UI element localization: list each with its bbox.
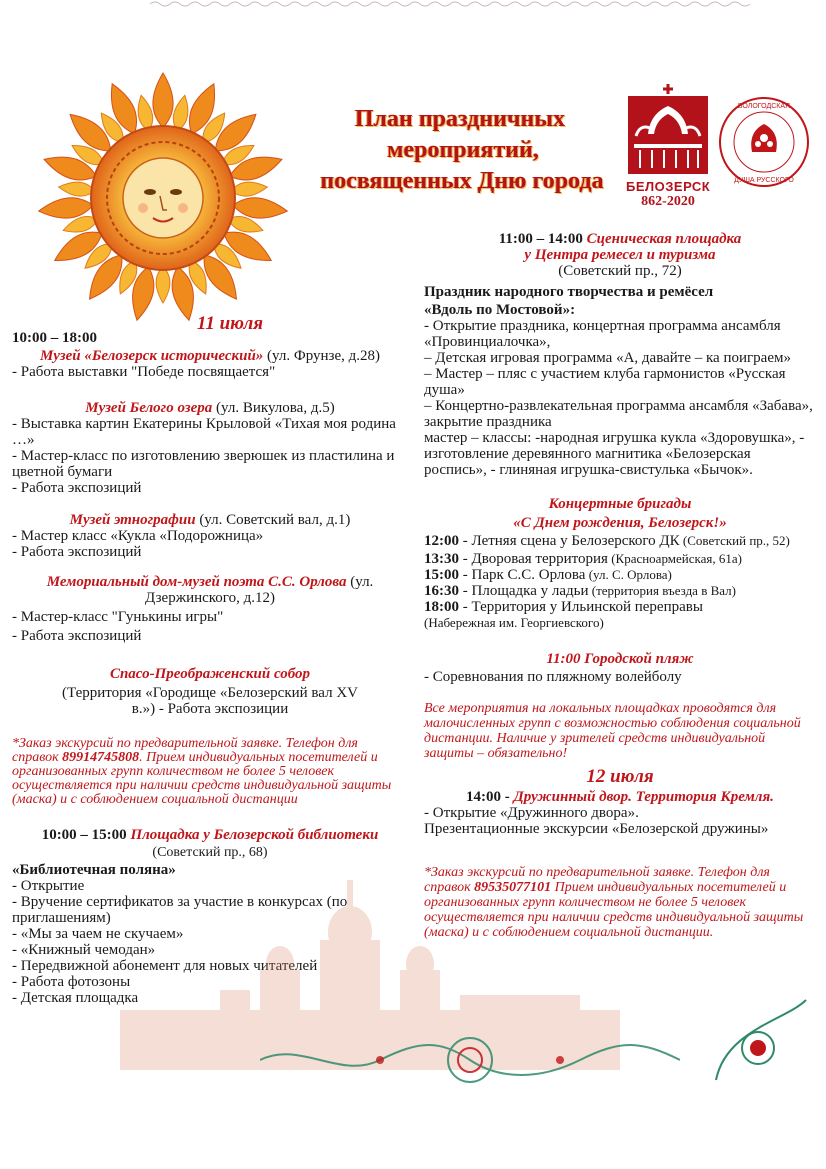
day2-note-phone: 89535077101 [474,880,552,895]
brigade-place: - Парк С.С. Орлова [459,567,586,583]
stage-time: 11:00 – 14:00 [498,231,587,247]
svg-text:ДУША РУССКОГО: ДУША РУССКОГО [734,177,794,184]
city-logo-name: БЕЛОЗЕРСК [626,179,711,194]
library-item: - Работа фотозоны [12,974,131,990]
all-events-note: Все мероприятия на локальных площадках проводятся для малочисленных групп с возможностью соблюдения социальной дистанции. Наличие у зрителей средств индивидуальной защиты – обязательно! [424,701,801,761]
brigade-place: - Площадка у ладьи [459,583,589,599]
city-logo-emblem [626,84,710,174]
library-item: - Вручение сертификатов за участие в конкурсах (по приглашениям) [12,894,348,926]
museum4-item: - Мастер-класс "Гунькины игры" [12,609,224,625]
fest-item: - Открытие праздника, концертная программа ансамбля «Провинциалочка», [424,318,781,350]
kremlin-name: Дружинный двор. Территория Кремля. [513,789,774,805]
kremlin-header [424,789,816,805]
brigade-time: 12:00 [424,533,459,549]
museum4-address: (ул. Дзержинского, д.12) [145,574,374,606]
bottom-ornament [260,1030,680,1090]
fest-title: Праздник народного творчества и ремёсел [424,284,714,300]
stage-address: (Советский пр., 72) [558,263,682,279]
museum2-item: - Мастер-класс по изготовлению зверюшек из пластилина и цветной бумаги [12,448,395,480]
brigade-time: 16:30 [424,583,459,599]
museum4-name: Мемориальный дом-музей поэта С.С. Орлова [46,574,347,590]
brigade-place: - Дворовая территория [459,551,608,567]
brigade-time: 15:00 [424,567,459,583]
brigade-row [424,533,816,549]
brigade-time: 13:30 [424,551,459,567]
day2-note-rest: Прием индивидуальных посетителей и организованных групп количеством не более 5 человек осуществляется при наличии средств индивидуальной защиты (маска) и с соблюдением социальной дистанции. [424,880,804,940]
brigade-place: - Летняя сцена у Белозерского ДК [459,533,680,549]
library-header [12,827,408,843]
stage-name: Сценическая площадка [586,231,742,247]
brigade-address: (ул. С. Орлова) [585,567,672,582]
library-item: - Открытие [12,878,85,894]
library-item: - Детская площадка [12,990,139,1006]
museum1-item: - Работа выставки "Победе посвящается" [12,364,276,380]
brigade-row [424,551,816,567]
day1-date: 11 июля [196,313,264,334]
brigade-time: 18:00 [424,599,459,615]
museum2-item: - Работа экспозиций [12,480,142,496]
museum4-item: - Работа экспозиций [12,628,142,644]
fest-item: – Мастер – пляс с участием клуба гармонистов «Русская душа» [424,366,786,398]
museum3-item: - Мастер класс «Кукла «Подорожница» [12,528,264,544]
library-event: «Библиотечная поляна» [12,862,176,878]
kremlin-item: Презентационные экскурсии «Белозерской дружины» [424,821,769,837]
museum1-header [12,348,408,364]
right-column [424,231,816,940]
day2-date: 12 июля [586,766,654,787]
day1-note [12,737,408,807]
top-border-ornament [0,0,826,10]
brigades-title: Концертные бригады [548,496,692,512]
library-item: - Передвижной абонемент для новых читателей [12,958,318,974]
brigade-address: (территория въезда в Вал) [588,583,736,598]
library-name: Площадка у Белозерской библиотеки [130,827,379,843]
brigade-address: (Красноармейская, 61а) [607,551,742,566]
museum3-item: - Работа экспозиций [12,544,142,560]
title-line: посвященных Дню города [320,168,604,194]
museum3-name: Музей этнографии [69,512,196,528]
fest-item: – Детская игровая программа «А, давайте – ка поиграем» [424,350,791,366]
stage-name-line2: у Центра ремесел и туризма [524,247,716,263]
page-title [300,104,620,197]
brigades-subtitle: «С Днем рождения, Белозерск!» [513,515,727,531]
cathedral-name: Спасо-Преображенский собор [109,666,311,682]
museum3-header [12,512,408,528]
brigade-address: (Набережная им. Георгиевского) [424,615,604,630]
museum1-address: (ул. Фрунзе, д.28) [263,348,381,364]
day1-time: 10:00 – 18:00 [12,330,97,346]
day2-note-text: *Заказ экскурсий по предварительной заявке. Телефон для справок [424,865,770,895]
brigade-row [424,567,816,583]
brigade-place: - Территория у Ильинской переправы [459,599,703,615]
library-address: (Советский пр., 68) [152,845,268,860]
beach-title: 11:00 Городской пляж [546,651,694,667]
city-logo [626,84,711,209]
fest-subtitle: «Вдоль по Мостовой»: [424,302,576,318]
brigade-row [424,583,816,599]
museum4-header [12,574,408,606]
region-seal [718,96,810,188]
fest-item: мастер – классы: -народная игрушка кукла «Здоровушка», - изготовление деревянного магнитика «Белозерская роспись», - глиняная игрушка-свистулька «Бычок». [424,430,805,478]
kremlin-item: - Открытие «Дружинного двора». [424,805,639,821]
museum3-address: (ул. Советский вал, д.1) [195,512,351,528]
cathedral-text: (Территория «Городище «Белозерский вал XV в.») - Работа экспозиции [61,685,358,717]
museum2-address: (ул. Викулова, д.5) [212,400,335,416]
ornament-right [706,990,816,1090]
day1-note-phone: 89914745808 [62,750,140,765]
library-item: - «Мы за чаем не скучаем» [12,926,184,942]
sun-illustration [22,70,304,328]
day1-note-rest: . Прием индивидуальных посетителей и организованных групп количеством не более 5 человек осуществляется при наличии средств индивидуальной защиты (маска) и с соблюдением социальной дистанции [12,750,392,807]
library-time: 10:00 – 15:00 [41,827,131,843]
stage-header [424,231,816,247]
beach-item: - Соревнования по пляжному волейболу [424,669,682,685]
fest-item: – Концертно-развлекательная программа ансамбля «Забава», закрытие праздника [424,398,813,430]
title-line: мероприятий, [387,137,539,163]
city-logo-years: 862-2020 [641,194,695,209]
title-line: План праздничных [354,106,566,132]
brigade-address: (Советский пр., 52) [679,533,790,548]
brigade-row [424,599,816,631]
kremlin-time: 14:00 - [466,789,514,805]
library-item: - «Книжный чемодан» [12,942,156,958]
museum2-item: - Выставка картин Екатерины Крыловой «Тихая моя родина …» [12,416,396,448]
day1-note-text: *Заказ экскурсий по предварительной заявке. Телефон для справок [12,736,358,765]
museum2-name: Музей Белого озера [85,400,213,416]
museum1-name: Музей «Белозерск исторический» [39,348,264,364]
museum2-header [12,400,408,416]
svg-text:ВОЛОГОДСКАЯ: ВОЛОГОДСКАЯ [737,103,791,110]
